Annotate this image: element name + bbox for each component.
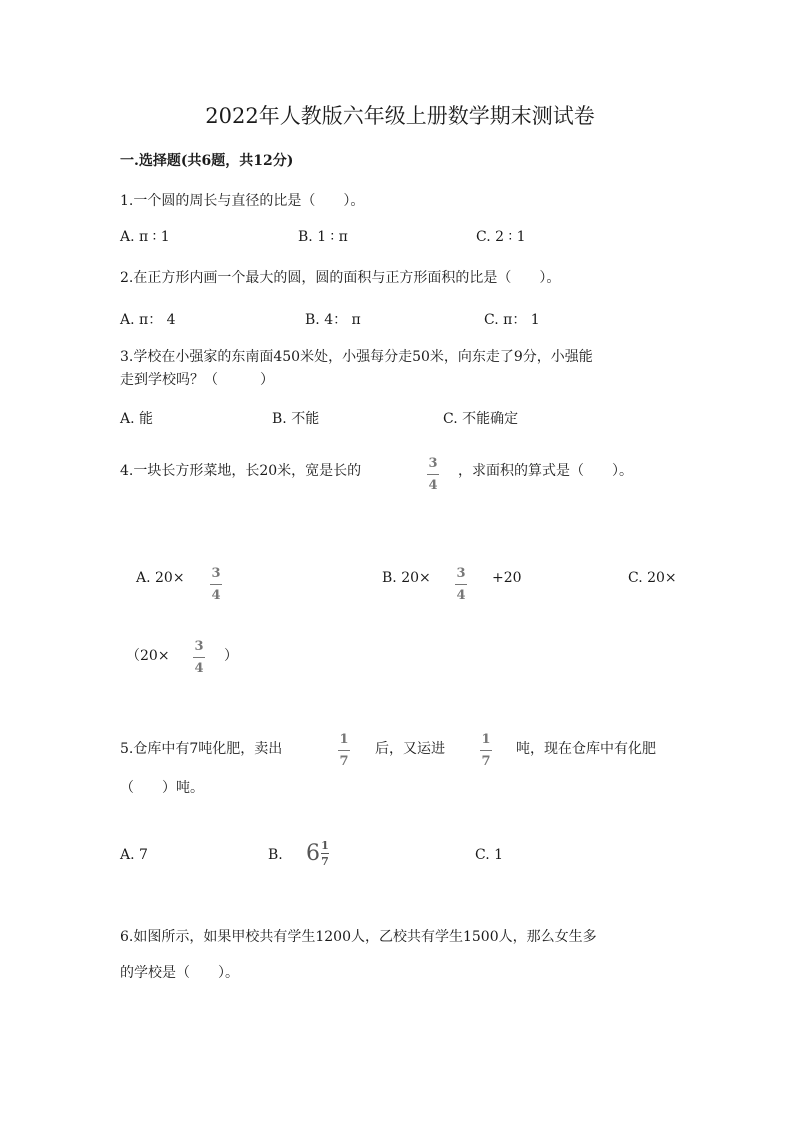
- fraction-bar: [210, 584, 222, 585]
- fraction-numerator: 1: [481, 732, 491, 747]
- question-5-fraction-added: [480, 733, 492, 768]
- question-4-option-a: A. 20×: [136, 570, 185, 586]
- fraction-denominator: 4: [428, 478, 438, 493]
- question-4-option-c-close: ）: [224, 648, 238, 664]
- question-4-option-b: B. 20×: [382, 570, 431, 586]
- question-4-option-a-fraction: [210, 567, 222, 602]
- fraction-numerator: 3: [456, 566, 466, 581]
- page-title: 2022年人教版六年级上册数学期末测试卷: [205, 104, 595, 128]
- question-5-stem-end: 吨，现在仓库中有化肥: [516, 741, 656, 757]
- fraction-bar: [193, 657, 205, 658]
- question-5-stem-start: 5.仓库中有7吨化肥，卖出: [120, 741, 283, 757]
- fraction-denominator: 4: [456, 588, 466, 603]
- fraction-denominator: 4: [211, 588, 221, 603]
- question-5-option-a: A. 7: [120, 847, 148, 863]
- question-1-option-a: A. π ∶ 1: [120, 229, 170, 245]
- question-3-stem-line-2: 走到学校吗？（ ）: [120, 372, 274, 388]
- question-4-option-c-fraction: [193, 640, 205, 675]
- question-5-option-b: B.: [268, 847, 283, 863]
- question-2-option-b: B. 4： π: [305, 312, 361, 328]
- question-4-option-b-fraction: [455, 567, 467, 602]
- question-5-fraction-sold: [338, 733, 350, 768]
- question-6-stem-line-2: 的学校是（ ）。: [120, 965, 239, 981]
- question-5-stem-middle: 后，又运进: [375, 741, 445, 757]
- fraction-numerator: 3: [428, 456, 438, 471]
- question-4-stem-end: ，求面积的算式是（ ）。: [458, 463, 633, 479]
- question-3-stem-line-1: 3.学校在小强家的东南面450米处，小强每分走50米，向东走了9分，小强能: [120, 349, 593, 365]
- fraction-numerator: 3: [194, 639, 204, 654]
- fraction-denominator: 7: [481, 754, 491, 769]
- question-5-option-c: C. 1: [475, 847, 504, 863]
- question-6-stem-line-1: 6.如图所示，如果甲校共有学生1200人，乙校共有学生1500人，那么女生多: [120, 929, 597, 945]
- question-3-option-b: B. 不能: [272, 411, 320, 427]
- question-3-option-c: C. 不能确定: [443, 411, 519, 427]
- question-2-stem: 2.在正方形内画一个最大的圆，圆的面积与正方形面积的比是（ ）。: [120, 270, 561, 286]
- question-1-option-b: B. 1 ∶ π: [298, 229, 348, 245]
- fraction-numerator: 1: [339, 732, 349, 747]
- question-2-option-c: C. π： 1: [484, 312, 540, 328]
- question-2-option-a: A. π： 4: [120, 312, 176, 328]
- question-1-option-c: C. 2 ∶ 1: [476, 229, 526, 245]
- fraction-numerator: 1: [321, 839, 329, 852]
- fraction-bar: [427, 474, 439, 475]
- fraction-bar: [480, 750, 492, 751]
- question-1-stem: 1.一个圆的周长与直径的比是（ ）。: [120, 193, 365, 209]
- question-4-option-b-suffix: +20: [492, 570, 522, 586]
- question-4-fraction: [427, 457, 439, 492]
- question-3-option-a: A. 能: [120, 411, 154, 427]
- fraction-bar: [321, 853, 329, 854]
- fraction-denominator: 4: [194, 661, 204, 676]
- mixed-number-fraction: [321, 840, 329, 867]
- fraction-numerator: 3: [211, 566, 221, 581]
- question-5-option-b-mixed-number: [306, 840, 329, 867]
- question-5-stem-line-2: （ ）吨。: [120, 780, 204, 796]
- mixed-number-whole: 6: [306, 841, 320, 866]
- fraction-bar: [455, 584, 467, 585]
- fraction-denominator: 7: [321, 855, 329, 868]
- fraction-denominator: 7: [339, 754, 349, 769]
- question-4-option-c-continued: （20×: [126, 648, 170, 664]
- fraction-bar: [338, 750, 350, 751]
- question-4-stem-start: 4.一块长方形菜地，长20米，宽是长的: [120, 463, 362, 479]
- section-heading: 一.选择题(共6题，共12分): [120, 153, 294, 169]
- question-4-option-c: C. 20×: [628, 570, 677, 586]
